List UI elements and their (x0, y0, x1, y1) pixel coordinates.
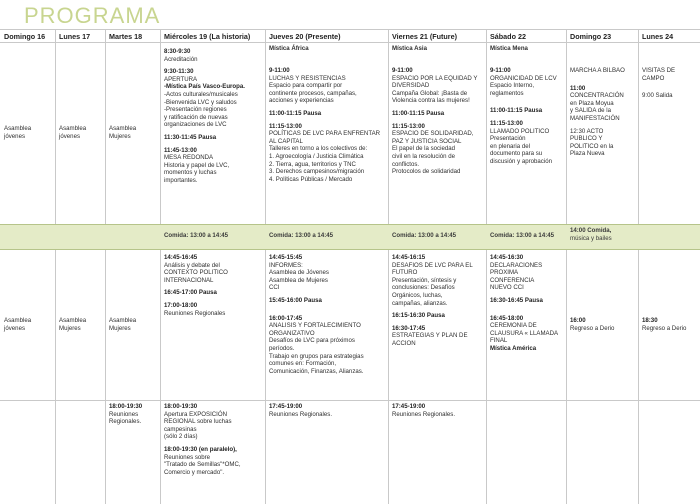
schedule-line: Reuniones Regionales. (269, 410, 333, 418)
schedule-line: Trabajo en grupos para estrategias (269, 352, 364, 360)
schedule-cell (570, 317, 636, 332)
schedule-line: Reuniones Regionales. (392, 410, 456, 418)
day-header: Domingo 23 (570, 32, 612, 41)
schedule-line: CEREMONIA DE (490, 322, 537, 330)
schedule-line: PUBLICO Y (570, 135, 603, 143)
schedule-line: Presentación (490, 135, 526, 143)
schedule-line: y ratificación de nuevas (164, 113, 228, 121)
schedule-line: FINAL (490, 337, 508, 345)
schedule-line: 11:00-11:15 Pausa (392, 109, 445, 117)
schedule-cell (392, 254, 485, 348)
schedule-line: 17:00-18:00 (164, 301, 198, 309)
schedule-line: 11:15-13:00 (269, 122, 302, 130)
schedule-line: 9-11:00 (490, 67, 511, 74)
schedule-line: APERTURA (164, 75, 198, 83)
schedule-line: Comercio y mercado". (164, 468, 225, 476)
schedule-line: POLÍTICAS DE LVC PARA ENFRENTAR (269, 130, 381, 138)
schedule-line: PAZ Y JUSTICIA SOCIAL (392, 137, 462, 145)
schedule-line: NUEVO CCI (490, 284, 524, 292)
schedule-cell (269, 254, 387, 375)
schedule-line: "Tratado de Semillas"*OMC, (164, 461, 241, 469)
lunch-label: 14:00 Comida, (570, 227, 612, 234)
schedule-line: Espacio Interno, (490, 82, 535, 90)
schedule-cell (164, 254, 264, 317)
schedule-line: 16:30-16:45 Pausa (490, 296, 543, 304)
lunch-label: Comida: 13:00 a 14:45 (392, 232, 457, 239)
schedule-line: en Plaza Moyua (570, 99, 614, 107)
schedule-line: Protocolos de solidaridad (392, 168, 461, 176)
schedule-line: Regreso a Derio (642, 324, 687, 332)
lunch-label: música y bailes (570, 235, 612, 242)
schedule-line: 9-11:00 (392, 67, 413, 74)
schedule-line: comunes en: Formación, (269, 360, 337, 368)
day-header: Lunes 24 (642, 32, 674, 41)
schedule-line: 14:45-15:45 (269, 254, 303, 261)
assembly-label: Asamblea Mujeres (59, 317, 87, 332)
day-header: Sábado 22 (490, 32, 526, 41)
schedule-line: 17:45-19:00 (392, 403, 426, 410)
col-divider (55, 29, 56, 504)
schedule-line: importantes. (164, 176, 198, 184)
schedule-line: Comunicación, Finanzas, Alianzas. (269, 367, 364, 375)
day-header: Miércoles 19 (La historia) (164, 32, 251, 41)
schedule-cell (109, 403, 159, 426)
assembly-label: Asamblea jóvenes (4, 125, 32, 140)
schedule-line: 18:00-19:30 (164, 403, 198, 410)
schedule-line: Asamblea de Jóvenes (269, 269, 329, 277)
schedule-line: CONTEXTO POLITICO (164, 269, 228, 277)
row-divider (0, 29, 700, 30)
schedule-line: ORGANIZATIVO (269, 329, 315, 337)
schedule-line: 16:30-17:45 (392, 324, 426, 332)
row-divider (0, 42, 700, 43)
col-divider (486, 29, 487, 504)
schedule-line: MARCHA A BILBAO (570, 67, 625, 74)
mistica-label: Mística África (269, 45, 309, 52)
day-header: Jueves 20 (Presente) (269, 32, 341, 41)
col-divider (105, 29, 106, 504)
schedule-line: 11:30-11:45 Pausa (164, 133, 217, 141)
schedule-line: 12:30 ACTO (570, 127, 604, 135)
schedule-line: Campaña Global: ¡Basta de (392, 89, 468, 97)
schedule-line: 16:45-18:00 (490, 314, 524, 322)
schedule-line: momentos y luchas (164, 169, 217, 177)
schedule-line: Reuniones (109, 410, 139, 418)
schedule-line: (sólo 2 días) (164, 433, 198, 441)
schedule-cell (164, 403, 264, 476)
schedule-line: 16:00 (570, 317, 586, 324)
row-divider (0, 400, 700, 401)
schedule-line: 14:45-16:30 (490, 254, 524, 261)
schedule-line: organizaciones de LVC (164, 121, 227, 129)
schedule-line: REGIONAL sobre luchas (164, 418, 232, 426)
schedule-cell (490, 67, 565, 166)
schedule-line: CONFERENCIA (490, 276, 535, 284)
schedule-line: FUTURO (392, 269, 418, 277)
schedule-line: 11:00-11:15 Pausa (490, 107, 543, 115)
schedule-line: 14:45-16:15 (392, 254, 426, 261)
schedule-cell (490, 254, 565, 353)
schedule-line: El papel de la sociedad (392, 145, 456, 153)
schedule-line: ESTRATEGIAS Y PLAN DE (392, 332, 468, 340)
schedule-line: CCI (269, 284, 280, 292)
schedule-line: acciones y experiencias (269, 97, 334, 105)
mistica-label: Mística Asia (392, 45, 427, 52)
schedule-line: 1. Agroecología / Justicia Climática (269, 152, 364, 160)
schedule-line: ANALISIS Y FORTALECIMIENTO (269, 322, 361, 330)
schedule-line: 11:00 (570, 84, 586, 92)
schedule-line: 11:15-13:00 (490, 119, 523, 127)
schedule-line: Análisis y debate del (164, 261, 220, 269)
col-divider (566, 29, 567, 504)
schedule-line: 18:30 (642, 317, 658, 324)
schedule-line: 16:00-17:45 (269, 314, 303, 322)
schedule-line: POLITICO en la (570, 142, 614, 150)
schedule-line: ESPACIO DE SOLIDARIDAD, (392, 130, 474, 138)
schedule-line: 9:00 Salida (642, 92, 673, 100)
schedule-line: INFORMES: (269, 261, 303, 269)
schedule-line: Plaza Nueva (570, 150, 605, 158)
schedule-line: MANIFESTACIÓN (570, 114, 620, 122)
day-header: Lunes 17 (59, 32, 91, 41)
schedule-line: campesinas (164, 425, 197, 433)
schedule-line: 14:45-16:45 (164, 254, 198, 261)
schedule-line: -Bienvenida LVC y saludos (164, 98, 237, 106)
schedule-line: -Presentación regiones (164, 106, 227, 114)
schedule-line: Acreditación (164, 55, 198, 63)
schedule-line: PROXIMA (490, 269, 519, 277)
schedule-line: 11:45-13:00 (164, 146, 197, 154)
lunch-label: Comida: 13:00 a 14:45 (164, 232, 229, 239)
schedule-line: Espacio para compartir por (269, 82, 343, 90)
schedule-line: 8:30-9:30 (164, 48, 191, 55)
schedule-line: CAMPO (642, 74, 665, 82)
schedule-line: campañas, alianzas. (392, 299, 448, 307)
schedule-line: 9:30-11:30 (164, 68, 194, 76)
schedule-cell (642, 67, 698, 100)
schedule-line: Reuniones Regionales (164, 309, 226, 317)
schedule-line: discusión y aprobación (490, 157, 552, 165)
schedule-line: CONCENTRACIÓN (570, 92, 624, 100)
schedule-line: 3. Derechos campesinos/migración (269, 168, 365, 176)
schedule-line: Orgánicos, luchas, (392, 291, 443, 299)
schedule-line: 2. Tierra, agua, territorios y TNC (269, 160, 356, 168)
schedule-line: 15:45-16:00 Pausa (269, 296, 322, 304)
schedule-line: Regionales. (109, 418, 142, 426)
lunch-label: Comida: 13:00 a 14:45 (490, 232, 555, 239)
schedule-cell (392, 67, 485, 176)
assembly-label: Asamblea jóvenes (59, 125, 87, 140)
schedule-line: DECLARACIONES (490, 261, 543, 269)
schedule-cell (164, 48, 264, 185)
assembly-label: Asamblea Mujeres (109, 125, 137, 140)
schedule-line: -Actos culturales/musicales (164, 90, 238, 98)
schedule-line: y SALIDA de la (570, 107, 611, 115)
schedule-cell (269, 67, 387, 183)
schedule-line: AL CAPITAL (269, 137, 303, 145)
schedule-line: 18:00-19:30 (en paralelo), (164, 445, 237, 453)
col-divider (265, 29, 266, 504)
day-header: Viernes 21 (Future) (392, 32, 457, 41)
schedule-line: Regreso a Derio (570, 324, 615, 332)
schedule-line: 16:45-17:00 Pausa (164, 289, 217, 297)
schedule-line: 16:15-16:30 Pausa (392, 312, 445, 320)
schedule-line: Reuniones sobre (164, 453, 211, 461)
day-header: Martes 18 (109, 32, 143, 41)
schedule-line: Apertura EXPOSICIÓN (164, 410, 227, 418)
schedule-line: LLAMADO POLITICO (490, 127, 550, 135)
schedule-line: 11:00-11:15 Pausa (269, 109, 322, 117)
assembly-label: Asamblea Mujeres (109, 317, 137, 332)
schedule-line: INTERNACIONAL (164, 276, 214, 284)
col-divider (388, 29, 389, 504)
schedule-line: Talleres en torno a los colectivos de: (269, 145, 368, 153)
schedule-cell (642, 317, 698, 332)
schedule-line: DESAFIOS DE LVC PARA EL (392, 261, 473, 269)
schedule-line: ACCION (392, 339, 416, 347)
schedule-line: VISITAS DE (642, 67, 676, 74)
schedule-line: -Mística País Vasco-Europa. (164, 83, 245, 91)
schedule-line: ESPACIO POR LA EQUIDAD Y (392, 74, 478, 82)
lunch-label: Comida: 13:00 a 14:45 (269, 232, 334, 239)
schedule-cell (392, 403, 485, 418)
schedule-line: CLAUSURA « LLAMADA (490, 329, 559, 337)
col-divider (638, 29, 639, 504)
schedule-line: 11:15-13:00 (392, 122, 425, 130)
schedule-line: Presentación, síntesis y (392, 276, 457, 284)
schedule-line: reglamentos (490, 89, 524, 97)
schedule-line: conclusiones: Desafíos (392, 284, 455, 292)
schedule-line: Violencia contra las mujeres! (392, 97, 470, 105)
schedule-line: MESA REDONDA (164, 154, 214, 162)
schedule-line: 18:00-19:30 (109, 403, 143, 410)
schedule-line: en plenaria del (490, 142, 530, 150)
schedule-table (0, 29, 700, 504)
page-title: PROGRAMA (24, 3, 161, 28)
schedule-cell (269, 403, 387, 418)
schedule-cell (570, 67, 636, 158)
mistica-label: Mística Mena (490, 45, 528, 52)
schedule-line: ORGANICIDAD DE LCV (490, 74, 557, 82)
schedule-line: civil en la resolución de (392, 152, 456, 160)
schedule-line: conflictos. (392, 160, 420, 168)
schedule-line: 17:45-19:00 (269, 403, 303, 410)
schedule-line: Historia y papel de LVC, (164, 161, 230, 169)
day-header: Domingo 16 (4, 32, 46, 41)
col-divider (160, 29, 161, 504)
schedule-line: LUCHAS Y RESISTENCIAS (269, 74, 346, 82)
schedule-line: DIVERSIDAD (392, 82, 430, 90)
schedule-line: continente procesos, campañas, (269, 89, 357, 97)
schedule-line: documento para su (490, 150, 543, 158)
schedule-line: 9-11:00 (269, 67, 290, 74)
schedule-line: Mística América (490, 344, 537, 352)
schedule-line: 4. Políticas Públicas / Mercado (269, 175, 353, 183)
schedule-line: períodos. (269, 344, 295, 352)
schedule-line: Asamblea de Mujeres (269, 276, 328, 284)
assembly-label: Asamblea jóvenes (4, 317, 32, 332)
schedule-line: Desafíos de LVC para próximos (269, 337, 355, 345)
